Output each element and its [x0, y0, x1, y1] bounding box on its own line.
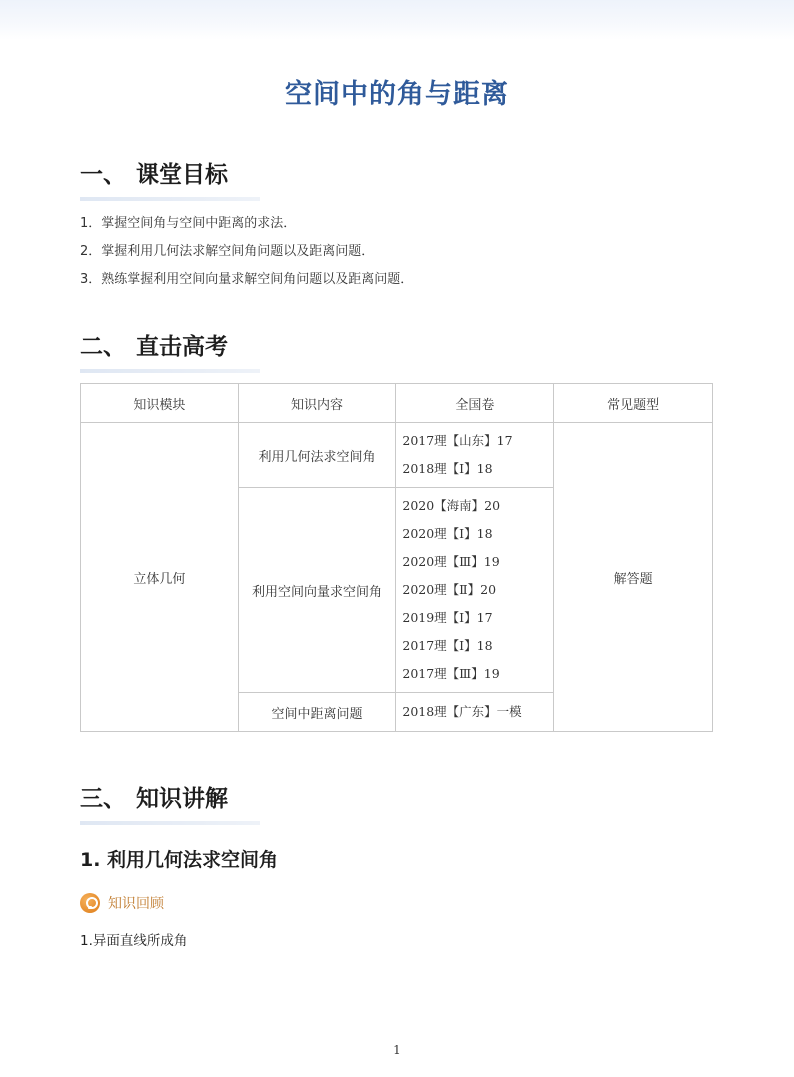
exam-item: 2020理【Ⅲ】19: [402, 554, 500, 569]
goal-item: 3．熟练掌握利用空间向量求解空间角问题以及距离问题．: [80, 272, 414, 287]
section-heading-knowledge: [80, 780, 260, 825]
exam-item: 2017理【Ⅰ】18: [402, 638, 493, 653]
section-underline: [80, 821, 260, 825]
section-underline: [80, 369, 260, 373]
goal-item: 1．掌握空间角与空间中距离的求法．: [80, 216, 297, 231]
table-header-row: [81, 384, 713, 423]
exam-item: 2020理【Ⅰ】18: [402, 526, 493, 541]
section-number: 三、: [80, 786, 126, 812]
goal-item: 2．掌握利用几何法求解空间角问题以及距离问题．: [80, 244, 375, 259]
page-title: 空间中的角与距离: [285, 79, 509, 110]
exam-item: 2018理【Ⅰ】18: [402, 461, 493, 476]
exam-item: 2017理【山东】17: [402, 433, 513, 448]
section-heading-exam: [80, 328, 260, 373]
knowledge-review-tag: [80, 892, 164, 914]
section-heading-goals: [80, 156, 260, 201]
section-label: 课堂目标: [136, 162, 228, 188]
body-paragraph: 1.异面直线所成角: [80, 933, 188, 949]
content-cell: 利用几何法求空间角: [238, 423, 396, 488]
section-label: 直击高考: [136, 334, 228, 360]
exam-item: 2020【海南】20: [402, 498, 501, 513]
section-label: 知识讲解: [136, 786, 228, 812]
section-underline: [80, 197, 260, 201]
table-header-cell: 知识模块: [81, 384, 239, 423]
exam-item: 2020理【Ⅱ】20: [402, 582, 497, 597]
section-number: 二、: [80, 334, 126, 360]
exam-list-cell: [396, 693, 554, 732]
subsection-title: 1. 利用几何法求空间角: [80, 849, 279, 871]
review-label: 知识回顾: [108, 896, 164, 912]
exam-list-cell: [396, 423, 554, 488]
table-header-cell: 全国卷: [396, 384, 554, 423]
exam-table: [80, 383, 713, 732]
module-cell: 立体几何: [81, 423, 239, 732]
table-header-cell: 知识内容: [238, 384, 396, 423]
exam-item: 2018理【广东】一模: [402, 704, 522, 719]
table-header-cell: 常见题型: [554, 384, 713, 423]
exam-list-cell: [396, 488, 554, 693]
exam-item: 2019理【Ⅰ】17: [402, 610, 493, 625]
type-cell: 解答题: [554, 423, 713, 732]
content-cell: 空间中距离问题: [238, 693, 396, 732]
lightbulb-icon: [80, 893, 100, 913]
header-band: [0, 0, 794, 40]
exam-item: 2017理【Ⅲ】19: [402, 666, 500, 681]
table-row: [81, 423, 713, 488]
goals-list: [80, 214, 413, 298]
content-cell: 利用空间向量求空间角: [238, 488, 396, 693]
page-number: 1: [393, 1043, 401, 1057]
section-number: 一、: [80, 162, 126, 188]
